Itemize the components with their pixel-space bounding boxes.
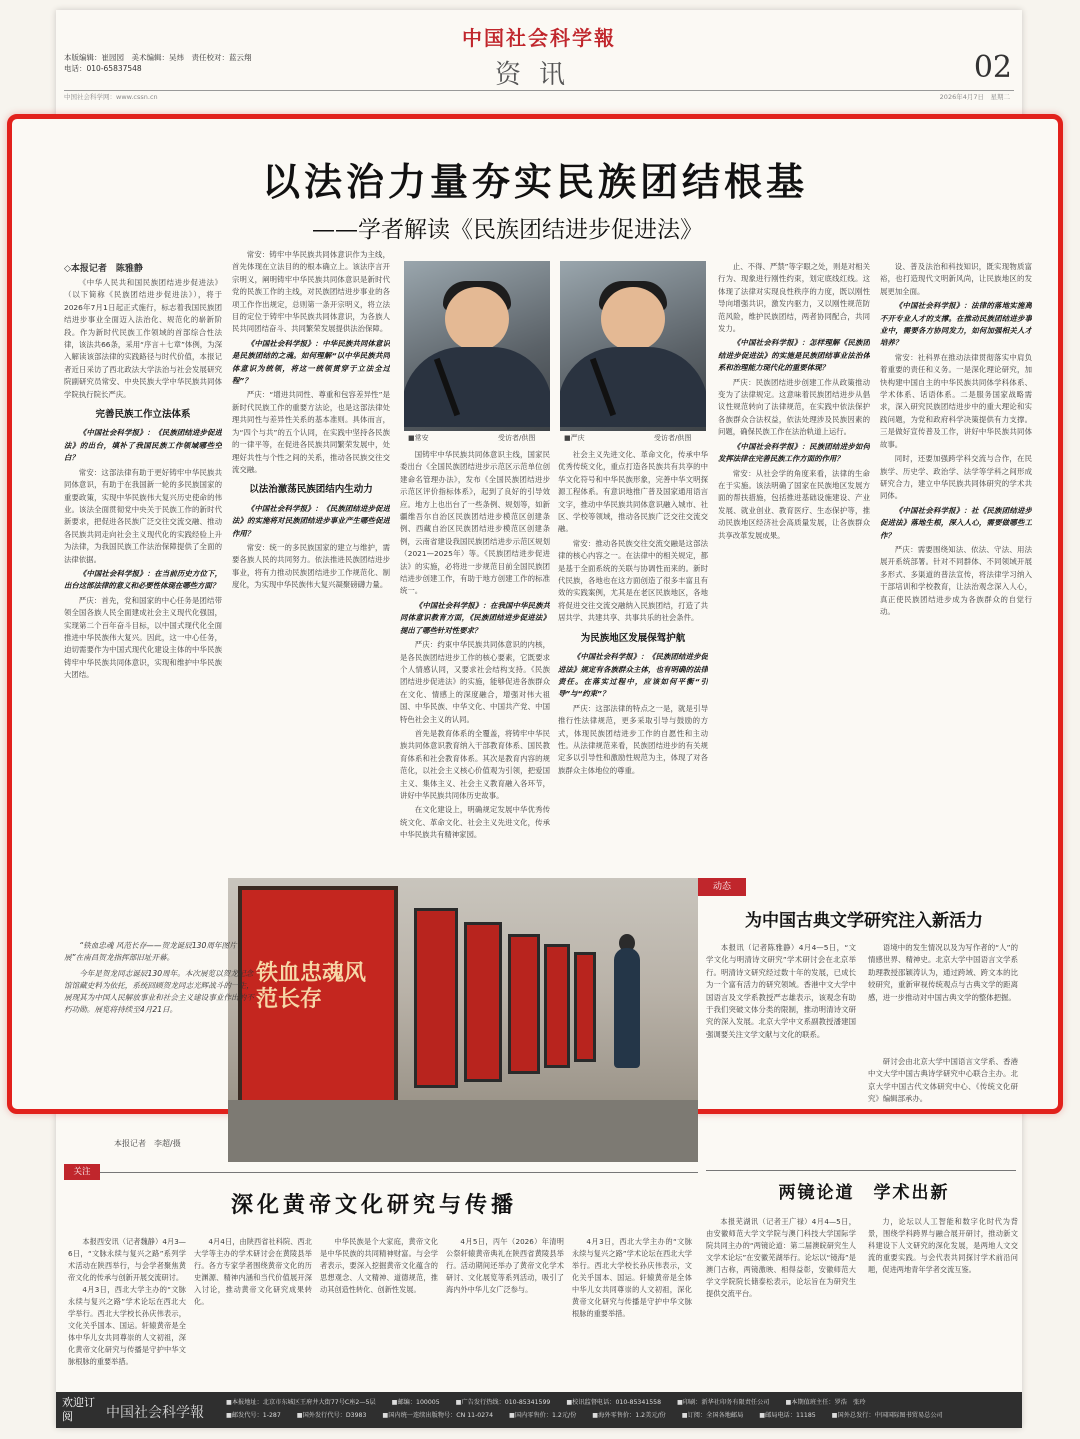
section-subhead: 以法治激荡民族团结内生动力 — [249, 484, 373, 496]
poster-title: 铁血忠魂风范长存 — [256, 960, 367, 1012]
info-row — [226, 1409, 1016, 1422]
paragraph: 严庆：首先，党和国家的中心任务是团结带领全国各族人民全面建成社会主义现代化强国，实现第二个百年奋斗目标，以中国式现代化全面推进中华民族伟大复兴。因此，这一中心任务，迫切需要作为中国式现代化建设主体的中华民族铸牢中华民族共同体意识，实现和维护中华民族大团结。 — [64, 595, 222, 680]
exhibition-poster — [238, 886, 398, 1126]
paragraph: 常安：这部法律有助于更好铸牢中华民族共同体意识，有助于在我国新一轮的多民族国家的重要政策，实现中华民族伟大复兴历史使命的伟业。该法全面贯彻党中央关于民族工作的新时代新要求，把促进各民族广泛交往交流交融、推动各民族共同走向社会主义现代化的实践经验上升为法律，为我国民族工作法治保障提供了全面的法律依据。 — [64, 467, 222, 564]
info-item: ■校讯监督电话：010-85341558 — [566, 1399, 662, 1406]
article-column — [446, 1236, 564, 1382]
photo-figure — [601, 287, 665, 351]
photo-caption-text — [64, 940, 254, 1020]
interview-question: 《中国社会科学报》：法律的落地实施离不开专业人才的支撑。在推动民族团结进步事业中，需要各方协同发力，如何加强相关人才培养？ — [880, 301, 1032, 348]
info-item: ■国内统一连续出版物号：CN 11-0274 — [382, 1412, 494, 1419]
paragraph: 4月3日，西北大学主办的“文脉永续与复兴之路”学术论坛在西北大学举行。西北大学校长孙庆伟表示，文化关乎国本、国运。轩辕黄帝是全体中华儿女共同尊崇的人文初祖，深化黄帝文化研究与传播是守护中华文脉根脉的重要举措。 — [572, 1237, 692, 1318]
paragraph: 4月3日，西北大学主办的“文脉永续与复兴之路”学术论坛在西北大学举行。西北大学校长孙庆伟表示，文化关乎国本、国运。轩辕黄帝是全体中华儿女共同尊崇的人文初祖，深化黄帝文化研究与传播是守护中华文脉根脉的重要举措。 — [68, 1285, 186, 1366]
paragraph: 常安：社科界在推动法律贯彻落实中肩负着重要的责任和义务。一是深化理论研究，加快构建中国自主的中华民族共同体学科体系、学术体系、话语体系。二是服务国家战略需求，深入研究民族团结进步中的重大理论和实践问题，为党和政府科学决策提供有力支撑。三是做好宣传普及工作，讲好中华民族共同体故事。 — [880, 352, 1032, 449]
paragraph: 研讨会由北京大学中国语言文学系、香港中文大学中国古典诗学研究中心联合主办。北京大学中国古代文体研究中心、《传统文化研究》编辑部承办。 — [868, 1057, 1018, 1104]
paragraph: 国铸牢中华民族共同体意识主线，国家民委出台《全国民族团结进步示范区示范单位创建命名管理办法》，发布《全国民族团结进步示范区评价指标体系》，起到了良好的引导效应。地方上也出台了一些条例、规划等，如新疆维吾尔自治区民族团结进步模范区创建条例、西藏自治区民族团结进步模范区创建条例，云南省建设我国民族团结进步示范区规划（2021—2025年）等。《民族团结进步促进法》的实施，必将进一步规范目前全国民族团结进步创建工作，有助于地方创建工作的标准统一。 — [400, 450, 550, 596]
paragraph: 4月5日，丙午（2026）年清明公祭轩辕黄帝典礼在陕西省黄陵县举行。活动期间还举办了黄帝文化学术研讨、文化展览等系列活动，吸引了海内外中华儿女广泛参与。 — [446, 1237, 564, 1294]
paragraph: 在文化建设上，明确规定发展中华优秀传统文化、革命文化、社会主义先进文化，传承中华民族共有精神家园。 — [400, 805, 550, 840]
info-row — [226, 1396, 1016, 1409]
info-item: ■国内零售价：1.2元/份 — [509, 1412, 577, 1419]
paragraph: 严庆：民族团结进步创建工作从政策推动变为了法律规定。这意味着民族团结进步从倡议性规范转向了法律规范，在实践中依法保护各族群众合法权益，依法处理涉及民族因素的问题，确保民族工作在法治轨道上运行。 — [718, 377, 870, 437]
info-item: ■邮局电话：11185 — [759, 1412, 816, 1419]
interview-question: 《中国社会科学报》：《民族团结进步促进法》的出台，填补了我国民族工作领域哪些空白？ — [64, 428, 222, 463]
byline: ◇本报记者 陈雅静 — [64, 264, 143, 274]
divider — [64, 1172, 698, 1173]
paragraph: 首先是教育体系的全覆盖，将铸牢中华民族共同体意识教育纳入干部教育体系、国民教育体系和社会教育体系。其次是教育内容的规范化，以社会主义核心价值观为引领，把爱国主义、集体主义、社会主义教育融入各环节，讲好中华民族共同体历史故事。 — [400, 728, 550, 800]
paragraph: 止、不得、严禁”等字眼之处，则是对相关行为、现象进行刚性约束，划定底线红线。这体现了法律对实现良性秩序的力度，既以刚性导向增强共识，激发内驱力，又以刚性规范防范风险，维护民族团结，两者协同配合，共同发力。 — [718, 262, 870, 334]
paragraph: 常安：统一的多民族国家的建立与维护，需要各族人民的共同努力。依法推进民族团结进步事业，将有力推动民族团结进步工作规范化、制度化，为实现中华民族伟大复兴凝聚磅礴力量。 — [232, 542, 390, 590]
photo-credit: 受访者/供图 — [654, 434, 692, 442]
paragraph: 《中华人民共和国民族团结进步促进法》（以下简称《民族团结进步促进法》），将于2026年7月1日起正式施行，标志着我国民族团结进步事业全面迈入法治化、规范化的崭新阶段。作为新时代民族工作领域的首部综合性法律，该法共66条，采用“序言＋七章”体例，为深入解读该部法律的实践路径与时代价值，本报记者近日采访了西北政法大学法治与社会发展研究院副研究员常安、中央民族大学中华民族共同体学院执行院长严庆。 — [64, 278, 222, 399]
visitor-figure — [614, 948, 640, 1068]
paragraph: 严庆：约束中华民族共同体意识的内核，是各民族团结进步工作的核心要素，它既要求个人情感认同，又要求社会结构支持。《民族团结进步促进法》的实施，能够促进各族群众在文化、情感上的深度融合，增强对伟大祖国、中华民族、中华文化、中国共产党、中国特色社会主义的认同。 — [400, 640, 550, 724]
floor — [228, 1100, 698, 1162]
info-item: ■海外零售价：1.2美元/份 — [592, 1412, 666, 1419]
paragraph: 本报西安讯（记者魏静）4月3—6日，“文脉永续与复兴之路”系列学术活动在陕西举行，与会学者聚焦黄帝文化的传承与创新开展交流研讨。 — [68, 1237, 186, 1282]
interview-question: 《中国社会科学报》：在我国中华民族共同体意识教育方面，《民族团结进步促进法》提出了哪些针对性要求？ — [400, 600, 550, 635]
interview-question: 《中国社会科学报》：中华民族共同体意识是民族团结的之魂。如何理解“以中华民族共同体意识为统领，将这一统领贯穿于立法全过程”？ — [232, 338, 390, 386]
subscribe-label: 欢迎订阅 — [62, 1396, 95, 1423]
info-item: ■本期值班主任：罗浩 张玲 — [785, 1399, 866, 1406]
info-item: ■邮编：100005 — [391, 1399, 440, 1406]
paragraph: 语境中的发生情况以及为写作者的“人”的情感世界、精神史。北京大学中国语言文学系助理教授邵颖涛认为，通过跨域、跨文本的比较研究，重新审视传统观点与古典文学的距离感，进一步推动对中国古典文学的整体把握。 — [868, 943, 1018, 1002]
caption-paragraph: “铁血忠魂 风范长存——贺龙诞辰130周年图片展”在南昌贺龙指挥部旧址开幕。 — [64, 941, 237, 962]
paragraph: 力，论坛以人工智能和数字化时代为背景，围绕学科跨界与融合展开研讨，推动新文科建设下人文研究的深化发展，是两地人文交流的重要实践。与会代表共同探讨学术前沿问题，促进两地青年学者交流互鉴。 — [868, 1217, 1018, 1274]
newspaper-page — [56, 10, 1032, 1428]
paragraph: 严庆：这部法律的特点之一是，就是引导推行性法律规范，更多采取引导与鼓励的方式，体现民族团结进步工作的自愿性和主动性。从法律规范来看，民族团结进步的有关规定多以引导性和激励性规范为主，体现了对各族群众主体地位的尊重。 — [558, 703, 708, 775]
info-item: ■国外发行代号：D3983 — [296, 1412, 367, 1419]
article-column — [706, 942, 856, 1164]
caption-paragraph: 今年是贺龙同志诞辰130周年。本次展览以贺龙纪念馆馆藏史料为依托，系统回顾贺龙同志光辉战斗的一生，展现其为中国人民解放事业和社会主义建设事业作出的不朽功勋。展览将持续至4月21日。 — [64, 969, 254, 1014]
interview-question: 《中国社会科学报》：《民族团结进步促进法》的实施将对民族团结进步事业产生哪些促进作用？ — [232, 503, 390, 538]
paragraph: 严庆：“增进共同性、尊重和包容差异性”是新时代民族工作的重要方法论，也是这部法律处理共同性与差异性关系的基本准则。具体而言，为“四个与共”的五个认同，在实践中坚持各民族的一律平等，在促进各民族共同繁荣发展中，处理好共性与个性之间的关系，推动各民族交往交流交融。 — [232, 390, 390, 474]
news-tag: 动态 — [698, 878, 746, 896]
article-column — [572, 1236, 692, 1382]
paragraph: 中华民族是个大家庭，黄帝文化是中华民族的共同精神财富。与会学者表示，要深入挖掘黄帝文化蕴含的思想观念、人文精神、道德规范，推动其创造性转化、创新性发展。 — [320, 1237, 438, 1294]
article-column — [68, 1236, 186, 1382]
paragraph: 本报芜湖讯（记者王广禄）4月4—5日，由安徽师范大学文学院与澳门科技大学国际学院共同主办的“两镜论道：第二届澳皖研究生人文学术论坛”在安徽芜湖举行。论坛以“镜海”是澳门古称，两镜激映、相得益彰，安徽师范大学文学院院长储泰松表示，论坛旨在为研究生提供交流平台。 — [706, 1217, 856, 1298]
paragraph: 设、普及法治和科技知识，既实现物质富裕，也打造现代文明新风尚，让民族地区的发展更加全面。 — [880, 262, 1032, 296]
divider — [706, 1170, 1016, 1171]
interviewee-photo-changan — [404, 261, 550, 431]
display-board — [464, 922, 502, 1082]
display-board — [508, 934, 540, 1074]
article-headline: 两镜论道 学术出新 — [778, 1183, 950, 1203]
info-item: ■订阅：全国各地邮局 — [681, 1412, 744, 1419]
article-column — [194, 1236, 312, 1382]
paragraph: 本报讯（记者陈雅静）4月4—5日，“文学文化与明清诗文研究”学术研讨会在北京举行。明清诗文研究经过数十年的发展，已成长为一个富有活力的研究领域。香港中文大学中国语言及文学系教授严志雄表示，该观念有助于我们突破文体分类的限制，推动明清诗文研究的深入发展。北京大学中文系副教授潘建国强调要关注文学文献与文化的联系。 — [706, 943, 856, 1039]
display-board — [414, 908, 458, 1088]
info-item: ■印刷：新华社印务有限责任公司 — [676, 1399, 770, 1406]
info-item: ■国外总发行：中国国际图书贸易总公司 — [831, 1412, 943, 1419]
editor-line: 本版编辑：崔园园 美术编辑：吴炜 责任校对：蓝云翔 — [64, 53, 252, 62]
page-header — [56, 10, 1022, 101]
paragraph: 严庆：需要围绕知法、依法、守法、用法展开系统部署。针对不同群体、不同领域开展多形式、多渠道的普法宣传，将法律学习纳入干部培训和学校教育，让法治观念深入人心，真正使民族团结进步成为各族群众的自觉行动。 — [880, 544, 1032, 616]
focus-tag: 关注 — [64, 1164, 100, 1180]
info-item: ■邮发代号：1-287 — [226, 1412, 281, 1419]
interview-question: 《中国社会科学报》：民族团结进步如何发挥法律在完善民族工作方面的作用？ — [718, 441, 870, 464]
photo-figure — [404, 347, 550, 427]
article-column — [868, 1056, 1018, 1156]
paragraph: 常安：铸牢中华民族共同体意识作为主线，首先体现在立法目的的根本确立上。该法序言开宗明义，阐明铸牢中华民族共同体意识是新时代党的民族工作的主线，对民族团结进步事业的各项工作作出规定，总则第一条开宗明义，将立法目的定位于铸牢中华民族共同体意识，为各族人民共同团结奋斗、共同繁荣发展提供法治保障。 — [232, 250, 390, 334]
paragraph: 常安：从社会学的角度来看，法律的生命在于实施。该法明确了国家在民族地区发展方面的帮扶措施，包括推进基础设施建设、产业发展、就业创业、教育医疗、生态保护等，推动民族地区经济社会高质量发展，让各族群众共享改革发展成果。 — [718, 468, 870, 540]
lead-subheadline: ——学者解读《民族团结进步促进法》 — [312, 217, 703, 243]
paragraph: 常安：推动各民族交往交流交融是这部法律的核心内容之一。在法律中的相关规定，都是基于全面系统的关联与协调性而来的。新时代民族，各地也在这方面创造了很多丰富且有效的实践案例，尤其是在老区民族地区，各地将促进交往交流交融纳入民族团结，打造了共居共学、共建共享、共事共乐的社会条件。 — [558, 538, 708, 623]
article-column — [868, 942, 1018, 1052]
interview-question: 《中国社会科学报》：怎样理解《民族团结进步促进法》的实施是民族团结事业法治体系和治理能力现代化的重要体现？ — [718, 338, 870, 373]
exhibition-photo — [228, 878, 698, 1162]
paragraph: 4月4日，由陕西省社科院、西北大学等主办的学术研讨会在黄陵县举行。各方专家学者围绕黄帝文化的历史渊源、精神内涵和当代价值展开深入讨论，推动黄帝文化研究成果转化。 — [194, 1237, 312, 1306]
issue-date: 2026年4月7日 星期二 — [939, 93, 1010, 101]
photo-credit: 受访者/供图 — [498, 434, 536, 442]
photo-caption-name: ■严庆 — [564, 434, 585, 442]
interview-question: 《中国社会科学报》：在当前历史方位下，出台这部法律的意义和必要性体现在哪些方面？ — [64, 568, 222, 591]
section-title: 资讯 — [494, 60, 583, 90]
phone-line: 电话：010-65837548 — [64, 64, 142, 73]
photo-caption-name: ■常安 — [408, 434, 429, 442]
page-number: 02 — [973, 50, 1012, 85]
interview-question: 《中国社会科学报》：《民族团结进步促进法》规定有各族群众主体，也有明确的法律责任。在落实过程中，应该如何平衡“引导”与“约束”？ — [558, 652, 708, 699]
display-board — [574, 952, 596, 1062]
paragraph: 社会主义先进文化、革命文化，传承中华优秀传统文化，重点打造各民族共有共享的中华文化符号和中华民族形象，完善中华文明探源工程体系。有意识地推广普及国家通用语言文字，推动中华民族共同体意识融入城市、社区、学校等领域，推动各民族广泛交往交流交融。 — [558, 450, 708, 534]
article-column — [868, 1216, 1018, 1382]
display-board — [544, 944, 570, 1068]
photo-credit: 本报记者 李超/摄 — [114, 1139, 181, 1148]
interview-question: 《中国社会科学报》：社《民族团结进步促进法》落地生根，深入人心，需要做哪些工作？ — [880, 505, 1032, 540]
page-footer — [56, 1392, 1022, 1428]
site-url: 中国社会科学网：www.cssn.cn — [64, 93, 158, 101]
masthead: 中国社会科学報 — [462, 26, 616, 50]
section-subhead: 为民族地区发展保驾护航 — [580, 632, 686, 644]
footer-logo: 中国社会科学報 — [106, 1405, 204, 1421]
article-headline: 深化黄帝文化研究与传播 — [230, 1193, 517, 1218]
photo-figure — [560, 347, 706, 427]
header-divider — [64, 90, 1014, 91]
article-headline: 为中国古典文学研究注入新活力 — [745, 911, 983, 931]
article-column — [320, 1236, 438, 1382]
article-column — [706, 1216, 856, 1382]
section-subhead: 完善民族工作立法体系 — [95, 409, 191, 421]
paragraph: 同时，还要加强跨学科交流与合作，在民族学、历史学、政治学、法学等学科之间形成研究合力，建立中华民族共同体研究的学术共同体。 — [880, 454, 1032, 501]
photo-figure — [445, 287, 509, 351]
publication-info — [226, 1396, 1016, 1422]
lead-headline: 以法治力量夯实民族团结根基 — [261, 160, 808, 204]
info-item: ■广告发行热线：010-85341599 — [455, 1399, 551, 1406]
info-item: ■本报地址：北京市东城区王府井大街77号C座2—5层 — [226, 1399, 376, 1406]
interviewee-photo-yanqing — [560, 261, 706, 431]
